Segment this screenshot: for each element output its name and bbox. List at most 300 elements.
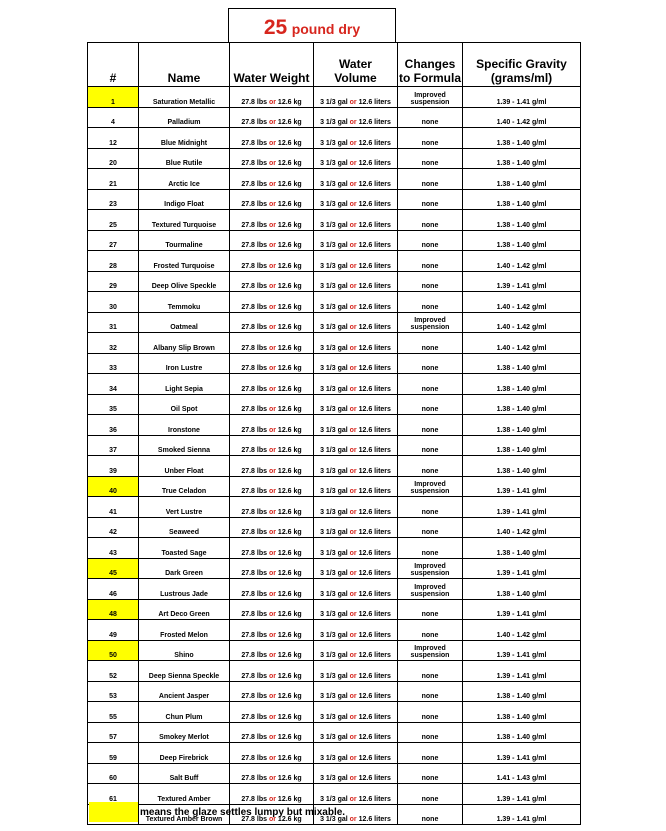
table-row xyxy=(88,702,581,723)
or-text: or xyxy=(349,160,357,167)
changes-value: none xyxy=(421,385,439,393)
cell-name: Temmoku xyxy=(139,292,230,313)
or-text: or xyxy=(349,365,357,372)
or-text: or xyxy=(349,201,357,208)
header-water-volume-line1: Water xyxy=(339,57,372,71)
table-row xyxy=(88,415,581,436)
cell-num: 55 xyxy=(88,702,139,723)
cell-changes xyxy=(398,640,463,661)
cell-water-volume xyxy=(314,661,398,682)
or-text: or xyxy=(349,139,357,147)
weight-lbs: 27.8 lbs xyxy=(241,693,268,700)
cell-specific-gravity: 1.39 - 1.41 g/ml xyxy=(463,476,581,497)
cell-water-weight xyxy=(230,353,314,374)
cell-specific-gravity: 1.38 - 1.40 g/ml xyxy=(463,128,581,149)
cell-num: 42 xyxy=(88,517,139,538)
or-text: or xyxy=(349,324,357,331)
cell-changes xyxy=(398,517,463,538)
or-text: or xyxy=(268,713,276,721)
volume-gal: 3 1/3 gal xyxy=(320,693,348,700)
cell-name: Chun Plum xyxy=(139,702,230,723)
weight-lbs: 27.8 lbs xyxy=(241,283,268,290)
cell-name: Blue Rutile xyxy=(139,148,230,169)
cell-num: 25 xyxy=(88,210,139,231)
weight-lbs: 27.8 lbs xyxy=(241,426,268,434)
or-text: or xyxy=(268,590,276,598)
cell-water-weight xyxy=(230,476,314,497)
cell-specific-gravity: 1.40 - 1.42 g/ml xyxy=(463,517,581,538)
cell-water-volume xyxy=(314,230,398,251)
cell-changes xyxy=(398,189,463,210)
cell-name: Dark Green xyxy=(139,558,230,579)
volume-gal: 3 1/3 gal xyxy=(320,775,348,782)
or-text: or xyxy=(268,570,276,577)
volume-liters: 12.6 liters xyxy=(358,201,391,208)
weight-kg: 12.6 kg xyxy=(277,672,302,680)
cell-water-weight xyxy=(230,271,314,292)
or-text: or xyxy=(349,631,357,639)
or-text: or xyxy=(268,180,276,188)
volume-liters: 12.6 liters xyxy=(358,221,391,229)
weight-kg: 12.6 kg xyxy=(277,139,302,147)
weight-kg: 12.6 kg xyxy=(277,713,302,721)
or-text: or xyxy=(349,590,357,598)
cell-num: 30 xyxy=(88,292,139,313)
changes-value: none xyxy=(421,611,439,618)
weight-kg: 12.6 kg xyxy=(277,160,302,167)
cell-water-weight xyxy=(230,210,314,231)
table-row xyxy=(88,312,581,333)
cell-water-weight xyxy=(230,230,314,251)
cell-num: 45 xyxy=(88,558,139,579)
cell-water-weight xyxy=(230,148,314,169)
cell-num: 32 xyxy=(88,333,139,354)
volume-liters: 12.6 liters xyxy=(358,139,391,147)
changes-value: none xyxy=(421,693,439,700)
cell-num: 57 xyxy=(88,722,139,743)
cell-specific-gravity: 1.38 - 1.40 g/ml xyxy=(463,148,581,169)
header-sg-line1: Specific Gravity xyxy=(476,57,567,71)
cell-num: 50 xyxy=(88,640,139,661)
cell-name: Frosted Turquoise xyxy=(139,251,230,272)
table-row xyxy=(88,456,581,477)
cell-changes xyxy=(398,415,463,436)
cell-num: 23 xyxy=(88,189,139,210)
cell-specific-gravity: 1.38 - 1.40 g/ml xyxy=(463,456,581,477)
or-text: or xyxy=(349,303,357,311)
cell-name: Deep Sienna Speckle xyxy=(139,661,230,682)
cell-water-weight xyxy=(230,702,314,723)
changes-value: none xyxy=(421,775,439,782)
cell-changes xyxy=(398,148,463,169)
cell-changes xyxy=(398,292,463,313)
header-num: # xyxy=(88,43,139,87)
or-text: or xyxy=(349,775,357,782)
weight-lbs: 27.8 lbs xyxy=(241,98,268,106)
cell-water-volume xyxy=(314,681,398,702)
cell-specific-gravity: 1.39 - 1.41 g/ml xyxy=(463,640,581,661)
cell-specific-gravity: 1.38 - 1.40 g/ml xyxy=(463,210,581,231)
weight-lbs: 27.8 lbs xyxy=(241,385,268,393)
table-row xyxy=(88,333,581,354)
cell-water-volume xyxy=(314,415,398,436)
cell-water-weight xyxy=(230,435,314,456)
or-text: or xyxy=(268,467,276,475)
cell-specific-gravity: 1.40 - 1.42 g/ml xyxy=(463,292,581,313)
volume-liters: 12.6 liters xyxy=(358,631,391,639)
cell-name: Albany Slip Brown xyxy=(139,333,230,354)
weight-lbs: 27.8 lbs xyxy=(241,324,268,331)
weight-lbs: 27.8 lbs xyxy=(241,406,268,413)
changes-value: none xyxy=(421,201,439,208)
weight-lbs: 27.8 lbs xyxy=(241,590,268,598)
cell-name: Vert Lustre xyxy=(139,497,230,518)
cell-specific-gravity: 1.39 - 1.41 g/ml xyxy=(463,743,581,764)
weight-lbs: 27.8 lbs xyxy=(241,754,268,762)
cell-num: 21 xyxy=(88,169,139,190)
or-text: or xyxy=(349,385,357,393)
or-text: or xyxy=(268,631,276,639)
table-row xyxy=(88,681,581,702)
changes-value: none xyxy=(421,754,439,762)
cell-specific-gravity: 1.39 - 1.41 g/ml xyxy=(463,87,581,108)
cell-water-volume xyxy=(314,374,398,395)
cell-num: 46 xyxy=(88,579,139,600)
cell-water-volume xyxy=(314,763,398,784)
or-text: or xyxy=(349,611,357,618)
table-row xyxy=(88,353,581,374)
table-row xyxy=(88,743,581,764)
volume-gal: 3 1/3 gal xyxy=(320,488,348,495)
weight-lbs: 27.8 lbs xyxy=(241,734,268,741)
cell-water-weight xyxy=(230,292,314,313)
or-text: or xyxy=(349,119,357,126)
volume-liters: 12.6 liters xyxy=(358,734,391,741)
volume-liters: 12.6 liters xyxy=(358,119,391,126)
weight-kg: 12.6 kg xyxy=(277,426,302,434)
weight-lbs: 27.8 lbs xyxy=(241,221,268,229)
cell-changes xyxy=(398,251,463,272)
cell-changes xyxy=(398,435,463,456)
cell-water-weight xyxy=(230,743,314,764)
cell-water-volume xyxy=(314,169,398,190)
table-row xyxy=(88,579,581,600)
cell-changes xyxy=(398,558,463,579)
cell-specific-gravity: 1.38 - 1.40 g/ml xyxy=(463,189,581,210)
volume-gal: 3 1/3 gal xyxy=(320,713,348,721)
changes-value: none xyxy=(421,303,439,311)
cell-specific-gravity: 1.39 - 1.41 g/ml xyxy=(463,558,581,579)
legend-swatch xyxy=(89,802,138,822)
table-row xyxy=(88,189,581,210)
cell-water-volume xyxy=(314,251,398,272)
volume-gal: 3 1/3 gal xyxy=(320,467,348,475)
header-water-volume-line2: Volume xyxy=(334,71,377,85)
weight-lbs: 27.8 lbs xyxy=(241,549,268,557)
weight-lbs: 27.8 lbs xyxy=(241,467,268,475)
volume-liters: 12.6 liters xyxy=(358,365,391,372)
volume-liters: 12.6 liters xyxy=(358,529,391,536)
table-row xyxy=(88,435,581,456)
weight-kg: 12.6 kg xyxy=(277,775,302,782)
weight-kg: 12.6 kg xyxy=(277,549,302,557)
or-text: or xyxy=(268,816,276,823)
cell-specific-gravity: 1.38 - 1.40 g/ml xyxy=(463,394,581,415)
cell-water-weight xyxy=(230,784,314,805)
or-text: or xyxy=(268,303,276,311)
weight-kg: 12.6 kg xyxy=(277,467,302,475)
or-text: or xyxy=(268,242,276,249)
volume-liters: 12.6 liters xyxy=(358,242,391,249)
cell-water-weight xyxy=(230,333,314,354)
weight-lbs: 27.8 lbs xyxy=(241,365,268,372)
cell-water-weight xyxy=(230,681,314,702)
volume-liters: 12.6 liters xyxy=(358,549,391,557)
cell-name: Smoked Sienna xyxy=(139,435,230,456)
or-text: or xyxy=(268,119,276,126)
cell-water-weight xyxy=(230,251,314,272)
table-row xyxy=(88,538,581,559)
volume-liters: 12.6 liters xyxy=(358,160,391,167)
weight-lbs: 27.8 lbs xyxy=(241,570,268,577)
changes-value: none xyxy=(421,426,439,434)
cell-num: 49 xyxy=(88,620,139,641)
cell-specific-gravity: 1.39 - 1.41 g/ml xyxy=(463,497,581,518)
changes-value: none xyxy=(421,508,439,516)
changes-value: none xyxy=(421,631,439,639)
cell-name: Light Sepia xyxy=(139,374,230,395)
weight-lbs: 27.8 lbs xyxy=(241,529,268,536)
volume-liters: 12.6 liters xyxy=(358,795,391,803)
or-text: or xyxy=(268,611,276,618)
cell-changes xyxy=(398,374,463,395)
weight-kg: 12.6 kg xyxy=(277,590,302,598)
header-changes-line1: Changes xyxy=(404,57,456,71)
cell-water-volume xyxy=(314,435,398,456)
weight-kg: 12.6 kg xyxy=(277,406,302,413)
table-row xyxy=(88,476,581,497)
cell-num: 41 xyxy=(88,497,139,518)
cell-water-volume xyxy=(314,579,398,600)
weight-lbs: 27.8 lbs xyxy=(241,611,268,618)
weight-lbs: 27.8 lbs xyxy=(241,160,268,167)
or-text: or xyxy=(349,508,357,516)
weight-lbs: 27.8 lbs xyxy=(241,508,268,516)
cell-changes xyxy=(398,681,463,702)
cell-water-weight xyxy=(230,517,314,538)
weight-lbs: 27.8 lbs xyxy=(241,344,268,352)
cell-water-weight xyxy=(230,722,314,743)
or-text: or xyxy=(268,549,276,557)
or-text: or xyxy=(268,365,276,372)
weight-kg: 12.6 kg xyxy=(277,180,302,188)
cell-specific-gravity: 1.39 - 1.41 g/ml xyxy=(463,661,581,682)
or-text: or xyxy=(349,447,357,454)
table-row xyxy=(88,784,581,805)
or-text: or xyxy=(268,672,276,680)
cell-water-weight xyxy=(230,87,314,108)
volume-gal: 3 1/3 gal xyxy=(320,242,348,249)
cell-water-volume xyxy=(314,476,398,497)
volume-liters: 12.6 liters xyxy=(358,426,391,434)
header-row xyxy=(88,43,581,87)
weight-lbs: 27.8 lbs xyxy=(241,488,268,495)
cell-num: 36 xyxy=(88,415,139,436)
cell-water-weight xyxy=(230,579,314,600)
weight-kg: 12.6 kg xyxy=(277,816,302,823)
header-specific-gravity xyxy=(463,43,581,87)
volume-liters: 12.6 liters xyxy=(358,180,391,188)
cell-name: Iron Lustre xyxy=(139,353,230,374)
weight-lbs: 27.8 lbs xyxy=(241,775,268,782)
weight-kg: 12.6 kg xyxy=(277,631,302,639)
volume-gal: 3 1/3 gal xyxy=(320,119,348,126)
volume-gal: 3 1/3 gal xyxy=(320,98,348,106)
cell-changes xyxy=(398,661,463,682)
weight-lbs: 27.8 lbs xyxy=(241,795,268,803)
cell-water-weight xyxy=(230,189,314,210)
or-text: or xyxy=(349,570,357,577)
cell-specific-gravity: 1.38 - 1.40 g/ml xyxy=(463,415,581,436)
volume-gal: 3 1/3 gal xyxy=(320,570,348,577)
cell-water-volume xyxy=(314,558,398,579)
cell-num: 27 xyxy=(88,230,139,251)
weight-kg: 12.6 kg xyxy=(277,385,302,393)
cell-water-weight xyxy=(230,456,314,477)
changes-value: none xyxy=(421,119,439,126)
cell-changes xyxy=(398,456,463,477)
or-text: or xyxy=(268,160,276,167)
cell-water-volume xyxy=(314,353,398,374)
cell-name: Textured Amber Brown xyxy=(139,804,230,825)
or-text: or xyxy=(268,324,276,331)
header-changes-line2: to Formula xyxy=(399,71,461,85)
weight-kg: 12.6 kg xyxy=(277,447,302,454)
volume-liters: 12.6 liters xyxy=(358,672,391,680)
volume-liters: 12.6 liters xyxy=(358,447,391,454)
volume-gal: 3 1/3 gal xyxy=(320,652,348,659)
header-water-volume xyxy=(314,43,398,87)
weight-lbs: 27.8 lbs xyxy=(241,631,268,639)
or-text: or xyxy=(268,283,276,290)
or-text: or xyxy=(268,754,276,762)
cell-num: 1 xyxy=(88,87,139,108)
cell-num: 61 xyxy=(88,784,139,805)
or-text: or xyxy=(268,221,276,229)
volume-liters: 12.6 liters xyxy=(358,570,391,577)
volume-liters: 12.6 liters xyxy=(358,611,391,618)
cell-num: 20 xyxy=(88,148,139,169)
cell-name: Tourmaline xyxy=(139,230,230,251)
or-text: or xyxy=(268,508,276,516)
weight-lbs: 27.8 lbs xyxy=(241,180,268,188)
changes-value: none xyxy=(421,180,439,188)
volume-liters: 12.6 liters xyxy=(358,283,391,290)
or-text: or xyxy=(349,406,357,413)
cell-num: 60 xyxy=(88,763,139,784)
weight-kg: 12.6 kg xyxy=(277,201,302,208)
volume-gal: 3 1/3 gal xyxy=(320,139,348,147)
cell-water-volume xyxy=(314,292,398,313)
cell-changes xyxy=(398,271,463,292)
cell-water-volume xyxy=(314,87,398,108)
weight-kg: 12.6 kg xyxy=(277,283,302,290)
cell-water-weight xyxy=(230,599,314,620)
weight-kg: 12.6 kg xyxy=(277,754,302,762)
table-row xyxy=(88,661,581,682)
cell-name: Textured Amber xyxy=(139,784,230,805)
glaze-table xyxy=(87,42,581,825)
changes-line1: Improved xyxy=(414,317,446,324)
changes-value: none xyxy=(421,160,439,167)
or-text: or xyxy=(349,734,357,741)
volume-liters: 12.6 liters xyxy=(358,344,391,352)
changes-value: none xyxy=(421,795,439,803)
cell-num: 31 xyxy=(88,312,139,333)
changes-value: none xyxy=(421,816,439,823)
or-text: or xyxy=(349,549,357,557)
cell-specific-gravity: 1.40 - 1.42 g/ml xyxy=(463,333,581,354)
cell-name: Oatmeal xyxy=(139,312,230,333)
cell-name: Smokey Merlot xyxy=(139,722,230,743)
title-box xyxy=(228,8,396,42)
or-text: or xyxy=(349,693,357,700)
volume-liters: 12.6 liters xyxy=(358,508,391,516)
cell-specific-gravity: 1.39 - 1.41 g/ml xyxy=(463,784,581,805)
cell-specific-gravity: 1.40 - 1.42 g/ml xyxy=(463,251,581,272)
cell-specific-gravity: 1.38 - 1.40 g/ml xyxy=(463,374,581,395)
cell-water-volume xyxy=(314,620,398,641)
changes-line2: suspension xyxy=(410,98,450,106)
weight-lbs: 27.8 lbs xyxy=(241,672,268,680)
cell-water-weight xyxy=(230,169,314,190)
table-row xyxy=(88,292,581,313)
cell-water-weight xyxy=(230,107,314,128)
volume-liters: 12.6 liters xyxy=(358,590,391,598)
or-text: or xyxy=(268,98,276,106)
table-row xyxy=(88,517,581,538)
or-text: or xyxy=(268,426,276,434)
weight-lbs: 27.8 lbs xyxy=(241,303,268,311)
volume-gal: 3 1/3 gal xyxy=(320,549,348,557)
cell-num: 53 xyxy=(88,681,139,702)
cell-changes xyxy=(398,722,463,743)
cell-water-volume xyxy=(314,333,398,354)
volume-gal: 3 1/3 gal xyxy=(320,590,348,598)
cell-changes xyxy=(398,353,463,374)
or-text: or xyxy=(349,816,357,823)
cell-num: 52 xyxy=(88,661,139,682)
cell-specific-gravity: 1.38 - 1.40 g/ml xyxy=(463,538,581,559)
cell-specific-gravity: 1.38 - 1.40 g/ml xyxy=(463,169,581,190)
volume-gal: 3 1/3 gal xyxy=(320,447,348,454)
changes-line2: suspension xyxy=(410,570,450,577)
cell-name: Toasted Sage xyxy=(139,538,230,559)
table-row xyxy=(88,148,581,169)
or-text: or xyxy=(349,467,357,475)
cell-changes xyxy=(398,107,463,128)
or-text: or xyxy=(349,652,357,659)
weight-kg: 12.6 kg xyxy=(277,570,302,577)
cell-water-weight xyxy=(230,558,314,579)
header-name: Name xyxy=(139,43,230,87)
weight-lbs: 27.8 lbs xyxy=(241,713,268,721)
header-water-weight: Water Weight xyxy=(230,43,314,87)
changes-value: none xyxy=(421,365,439,372)
changes-value: none xyxy=(421,344,439,352)
volume-liters: 12.6 liters xyxy=(358,693,391,700)
cell-water-volume xyxy=(314,784,398,805)
